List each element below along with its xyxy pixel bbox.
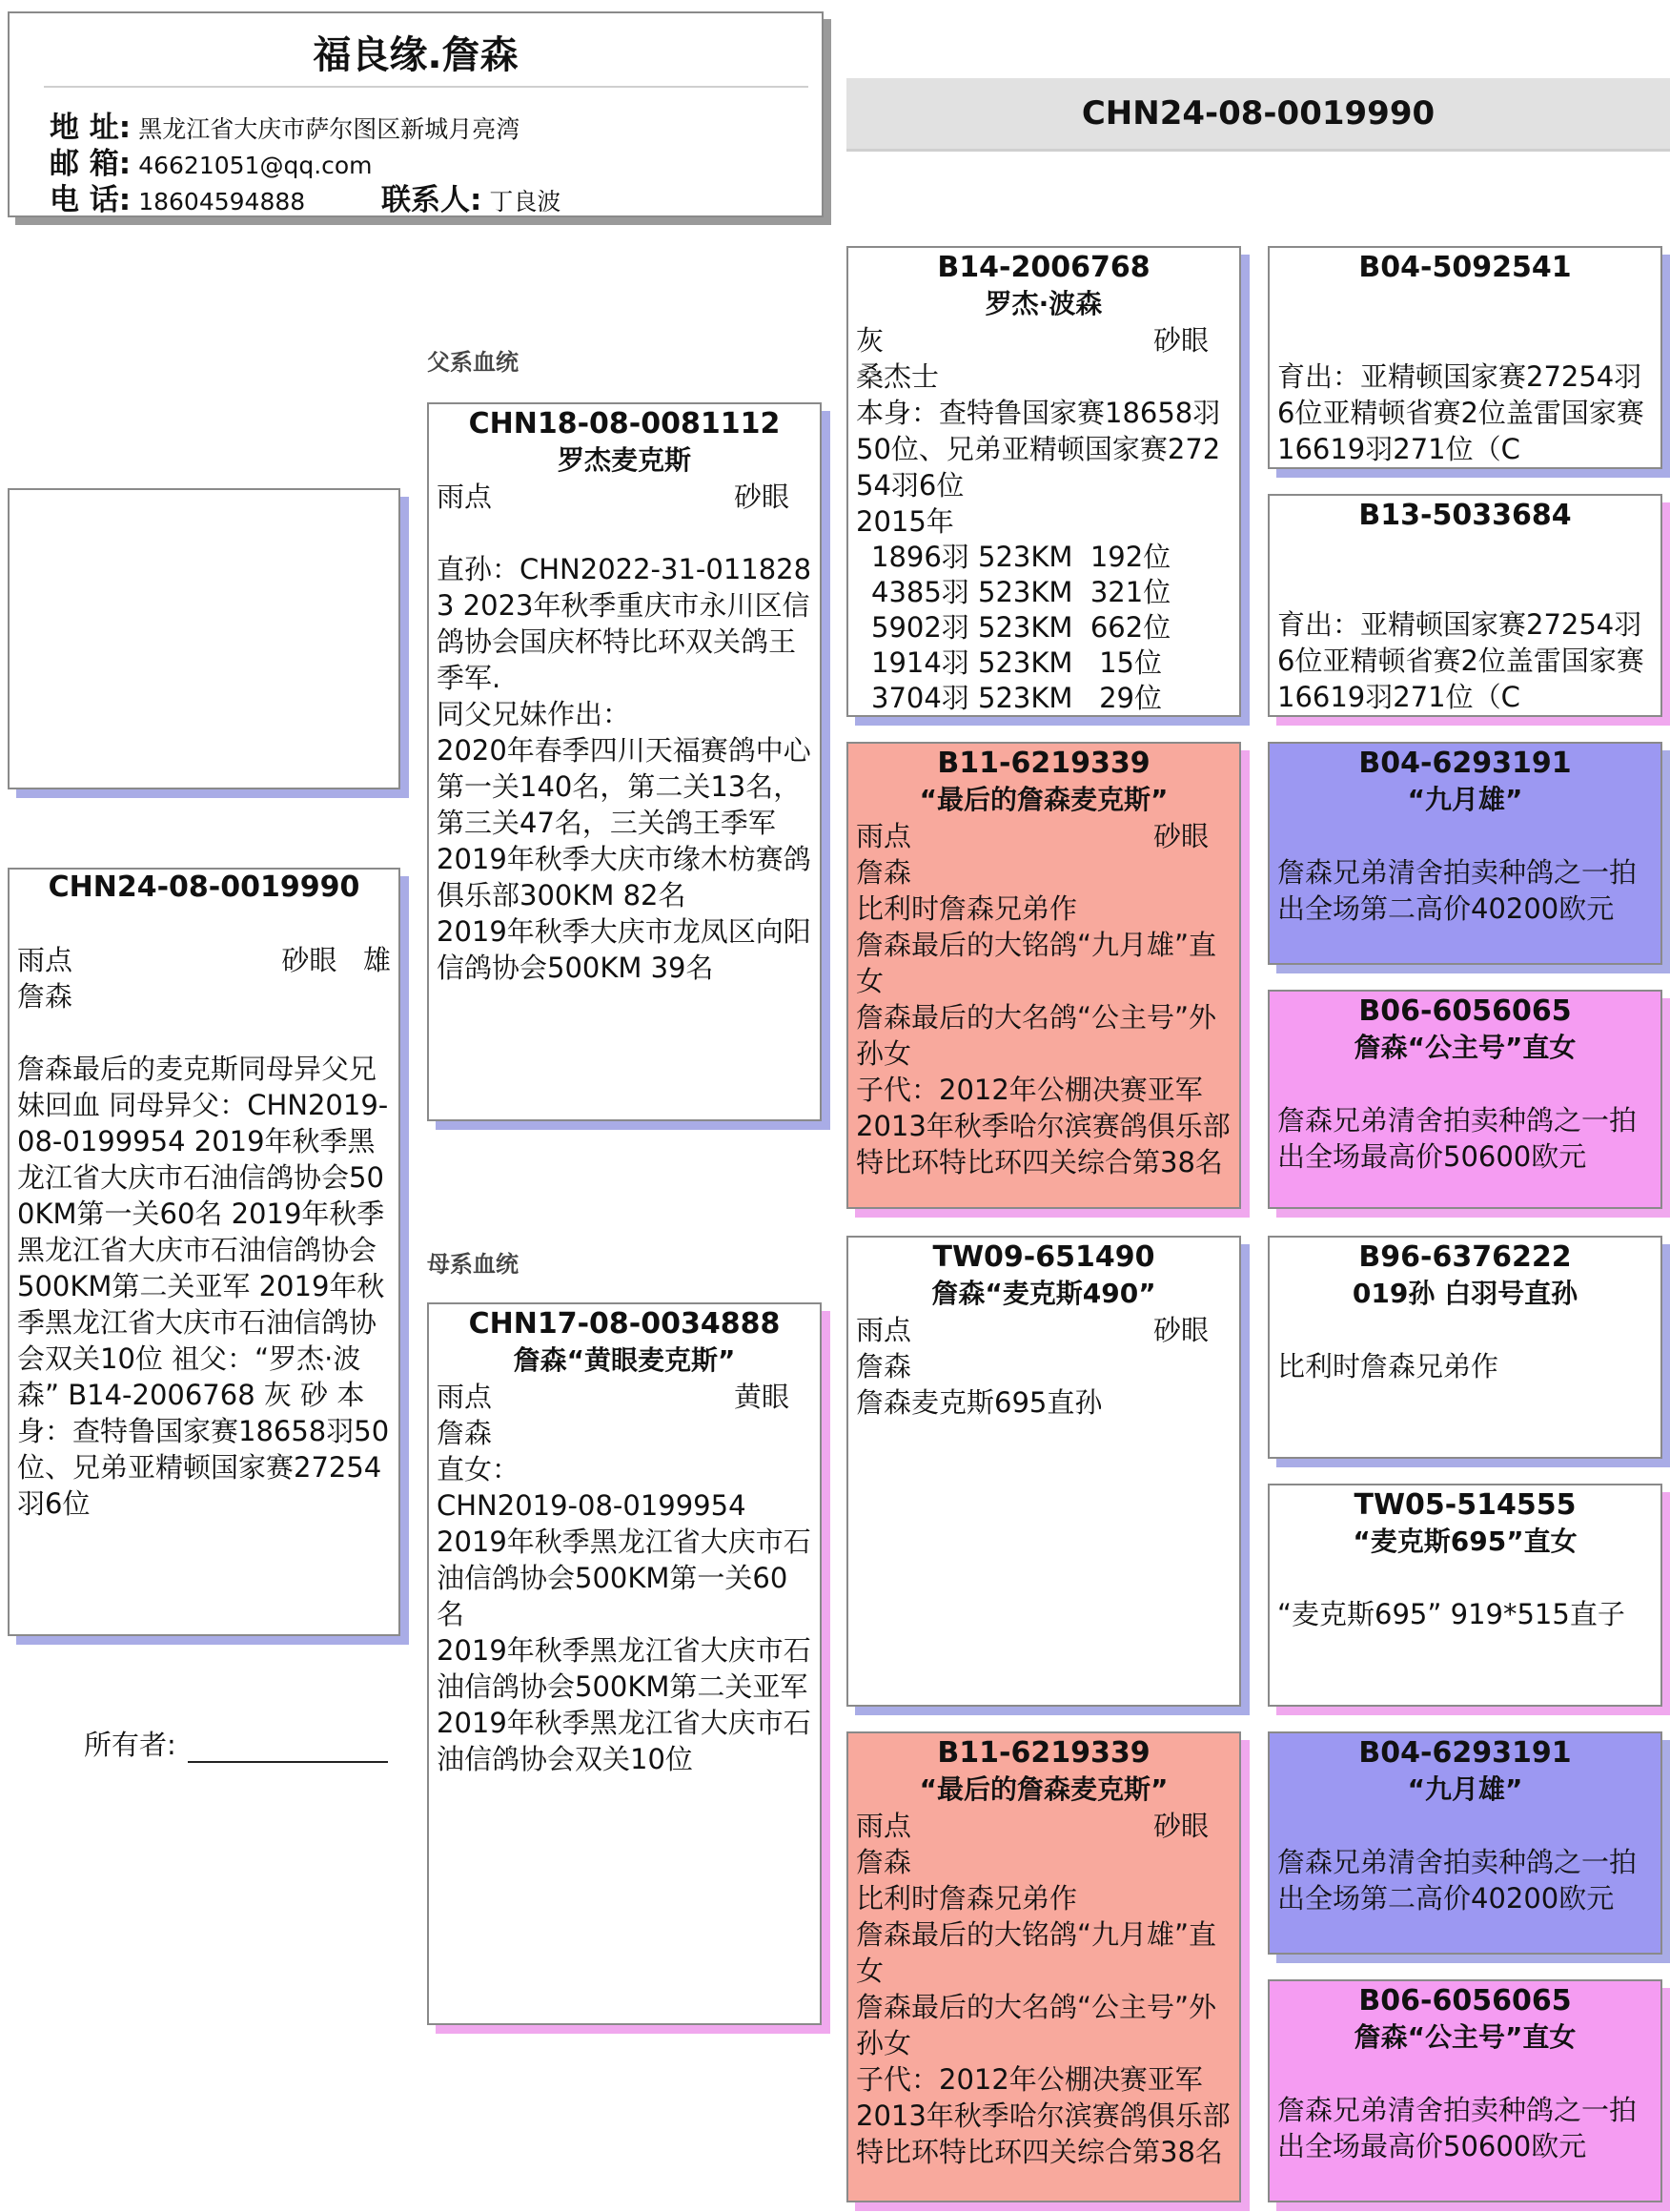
gen4-card <box>1268 990 1662 1209</box>
gen3-note: 子代：2012年公棚决赛亚军 <box>856 1074 1203 1106</box>
dam-color: 雨点 <box>437 1381 493 1413</box>
dam-ring: CHN17-08-0034888 <box>468 1307 781 1341</box>
subject-sex: 雄 <box>362 944 391 976</box>
dam-note: 2019年秋季黑龙江省大庆市石油信鸽协会500KM第二关亚军 <box>437 1634 811 1703</box>
contact-value: 丁良波 <box>489 188 561 215</box>
granddam-maternal-card <box>846 1731 1241 2202</box>
gen3-color: 雨点 <box>856 820 912 852</box>
gen3-color: 雨点 <box>856 1810 912 1842</box>
phone-row <box>50 175 305 218</box>
dam-strain: 詹森 <box>437 1417 493 1449</box>
gen4-ring: B04-6293191 <box>1358 1736 1572 1770</box>
gen3-name: 罗杰·波森 <box>985 288 1103 319</box>
sire-color: 雨点 <box>437 481 493 513</box>
gen3-name: “最后的詹森麦克斯” <box>919 1773 1169 1805</box>
address-label: 地 址: <box>50 111 132 145</box>
gen3-ring: B14-2006768 <box>937 251 1151 284</box>
gen3-note: 2013年秋季哈尔滨赛鸽俱乐部特比环特比环四关综合第38名 <box>856 2099 1231 2168</box>
grandsire-paternal-card <box>846 246 1241 717</box>
gen3-color: 雨点 <box>856 1314 912 1346</box>
gen4-ring: TW05-514555 <box>1354 1488 1577 1522</box>
dam-traits <box>429 1379 820 1415</box>
gen4-name: 詹森“公主号”直女 <box>1354 2021 1577 2053</box>
grandsire-maternal-card <box>846 1236 1241 1707</box>
gen4-card <box>1268 246 1662 469</box>
breeder-header <box>8 11 824 217</box>
race-result: 1896羽 523KM 192位 <box>871 541 1171 573</box>
address-value: 黑龙江省大庆市萨尔图区新城月亮湾 <box>138 115 520 143</box>
dam-card <box>427 1302 822 2025</box>
sire-note: 2019年秋季大庆市缘木枋赛鸽俱乐部300KM 82名 <box>437 843 811 911</box>
race-result: 1914羽 523KM 15位 <box>871 646 1162 679</box>
gen4-ring: B04-6293191 <box>1358 747 1572 780</box>
gen4-text: 詹森兄弟清舍拍卖种鸽之一拍出全场最高价50600欧元 <box>1277 2094 1638 2162</box>
gen3-note: 詹森最后的大铭鸽“九月雄”直女 <box>856 1918 1217 1987</box>
gen3-note: 子代：2012年公棚决赛亚军 <box>856 2063 1203 2096</box>
granddam-paternal-card <box>846 742 1241 1209</box>
gen4-card <box>1268 1484 1662 1707</box>
owner-signature-line[interactable] <box>188 1736 388 1763</box>
gen4-text: 比利时詹森兄弟作 <box>1277 1350 1499 1382</box>
gen3-eye: 砂眼 <box>1152 324 1209 357</box>
dam-eye: 黄眼 <box>733 1381 789 1413</box>
race-result: 4385羽 523KM 321位 <box>871 576 1171 608</box>
gen4-name: “九月雄” <box>1407 1773 1523 1805</box>
gen3-eye: 砂眼 <box>1152 820 1209 852</box>
phone-label: 电 话: <box>50 183 132 217</box>
gen3-name: “最后的詹森麦克斯” <box>919 784 1169 815</box>
subject-ring: CHN24-08-0019990 <box>48 870 360 904</box>
gen3-strain: 詹森 <box>856 1846 912 1878</box>
gen3-note: 比利时詹森兄弟作 <box>856 892 1078 925</box>
gen4-ring: B96-6376222 <box>1358 1240 1572 1274</box>
dam-name: 詹森“黄眼麦克斯” <box>513 1344 736 1376</box>
sire-section-label: 父系血统 <box>427 349 519 376</box>
gen3-color: 灰 <box>856 324 885 357</box>
gen3-strain: 桑杰士 <box>856 360 940 393</box>
gen4-name: “九月雄” <box>1407 784 1523 815</box>
gen3-note: 詹森最后的大名鸽“公主号”外孙女 <box>856 1001 1217 1070</box>
gen3-note: 詹森最后的大名鸽“公主号”外孙女 <box>856 1991 1217 2059</box>
subject-notes: 詹森最后的麦克斯同母异父兄妹回血 同母异父：CHN2019-08-0199954 2019年秋季黑龙江省大庆市石油信鸽协会500KM第一关60名 2019年秋季黑龙江省大庆市石油信鸽协会500KM第二关亚军 2019年秋季黑龙江省大庆市石油信鸽协会双关10位 祖父：“罗杰·波森” B14-2006768 灰 砂 本身：查特鲁国家赛18658羽50位、兄弟亚精顿国家赛27254羽6位 <box>17 1053 390 1520</box>
gen3-notes: 本身：查特鲁国家赛18658羽50位、兄弟亚精顿国家赛27254羽6位 <box>856 397 1221 502</box>
pedigree-banner: CHN24-08-0019990 <box>846 78 1670 152</box>
gen3-note: 2013年秋季哈尔滨赛鸽俱乐部特比环特比环四关综合第38名 <box>856 1110 1231 1178</box>
dam-note: 直女： <box>437 1453 520 1485</box>
gen3-note: 詹森麦克斯695直孙 <box>856 1386 1103 1419</box>
gen4-ring: B06-6056065 <box>1358 1984 1572 2017</box>
gen4-ring: B04-5092541 <box>1358 251 1572 284</box>
gen3-note: 比利时詹森兄弟作 <box>856 1882 1078 1915</box>
sire-ring: CHN18-08-0081112 <box>468 407 781 440</box>
gen4-text: 詹森兄弟清舍拍卖种鸽之一拍出全场第二高价40200欧元 <box>1277 856 1638 925</box>
sire-card <box>427 402 822 1121</box>
gen4-name <box>1270 534 1660 570</box>
gen4-ring: B06-6056065 <box>1358 994 1572 1028</box>
gen4-name: 019孙 白羽号直孙 <box>1352 1278 1578 1309</box>
sire-note: 直孙：CHN2022-31-0118283 2023年秋季重庆市永川区信鸽协会国庆杯特比环双关鸽王季军. <box>437 553 812 694</box>
race-result: 5902羽 523KM 662位 <box>871 611 1171 644</box>
dam-note: 2019年秋季黑龙江省大庆市石油信鸽协会双关10位 <box>437 1707 811 1775</box>
gen3-name: 詹森“麦克斯490” <box>931 1278 1156 1309</box>
gen3-ring: B11-6219339 <box>937 747 1151 780</box>
gen4-text: 詹森兄弟清舍拍卖种鸽之一拍出全场第二高价40200欧元 <box>1277 1846 1638 1915</box>
subject-color: 雨点 <box>17 944 73 976</box>
gen4-card <box>1268 1979 1662 2202</box>
gen3-ring: B11-6219339 <box>937 1736 1151 1770</box>
gen3-ring: TW09-651490 <box>932 1240 1155 1274</box>
dam-note: CHN2019-08-0199954 <box>437 1489 746 1522</box>
gen4-text: 詹森兄弟清舍拍卖种鸽之一拍出全场最高价50600欧元 <box>1277 1104 1638 1173</box>
gen3-eye: 砂眼 <box>1152 1810 1209 1842</box>
gen4-card <box>1268 742 1662 965</box>
gen4-text: “麦克斯695” 919*515直子 <box>1277 1598 1625 1630</box>
email-value: 46621051@qq.com <box>138 152 373 179</box>
contact-row <box>381 175 560 218</box>
subject-card <box>8 868 400 1636</box>
gen4-name: 詹森“公主号”直女 <box>1354 1032 1577 1063</box>
email-label: 邮 箱: <box>50 147 132 181</box>
gen3-note: 詹森最后的大铭鸽“九月雄”直女 <box>856 929 1217 997</box>
gen3-year: 2015年 <box>856 505 954 538</box>
gen4-card <box>1268 1236 1662 1459</box>
photo-placeholder <box>8 488 400 789</box>
gen4-text: 育出：亚精顿国家赛27254羽6位亚精顿省赛2位盖雷国家赛16619羽271位（C <box>1277 608 1644 713</box>
sire-name: 罗杰麦克斯 <box>557 444 691 476</box>
gen4-card <box>1268 1731 1662 1955</box>
gen3-strain: 詹森 <box>856 1350 912 1382</box>
sire-note: 2020年春季四川天福赛鸽中心第一关140名，第二关13名，第三关47名，三关鸽王季军 <box>437 734 811 839</box>
sire-note: 2019年秋季大庆市龙凤区向阳信鸽协会500KM 39名 <box>437 915 811 984</box>
gen4-name: “麦克斯695”直女 <box>1353 1526 1578 1557</box>
sire-traits <box>429 479 820 515</box>
sire-note: 同父兄妹作出： <box>437 698 631 730</box>
dam-section-label: 母系血统 <box>427 1251 519 1278</box>
owner-label: 所有者: <box>84 1729 176 1761</box>
phone-value: 18604594888 <box>138 188 306 215</box>
owner-line <box>84 1724 388 1763</box>
sire-eye: 砂眼 <box>733 481 789 513</box>
contact-label: 联系人: <box>381 183 482 217</box>
gen4-text: 育出：亚精顿国家赛27254羽6位亚精顿省赛2位盖雷国家赛16619羽271位（C <box>1277 360 1644 465</box>
gen3-eye: 砂眼 <box>1152 1314 1209 1346</box>
subject-traits <box>10 942 398 978</box>
gen4-name <box>1270 286 1660 322</box>
race-result: 3704羽 523KM 29位 <box>871 682 1162 714</box>
subject-eye: 砂眼 <box>281 944 337 976</box>
dam-note: 2019年秋季黑龙江省大庆市石油信鸽协会500KM第一关60名 <box>437 1526 811 1630</box>
gen4-ring: B13-5033684 <box>1358 499 1572 532</box>
breeder-name: 福良缘.詹森 <box>313 33 519 77</box>
gen4-card <box>1268 494 1662 717</box>
header-divider <box>44 86 808 88</box>
subject-strain: 詹森 <box>17 980 73 1013</box>
gen3-strain: 詹森 <box>856 856 912 889</box>
